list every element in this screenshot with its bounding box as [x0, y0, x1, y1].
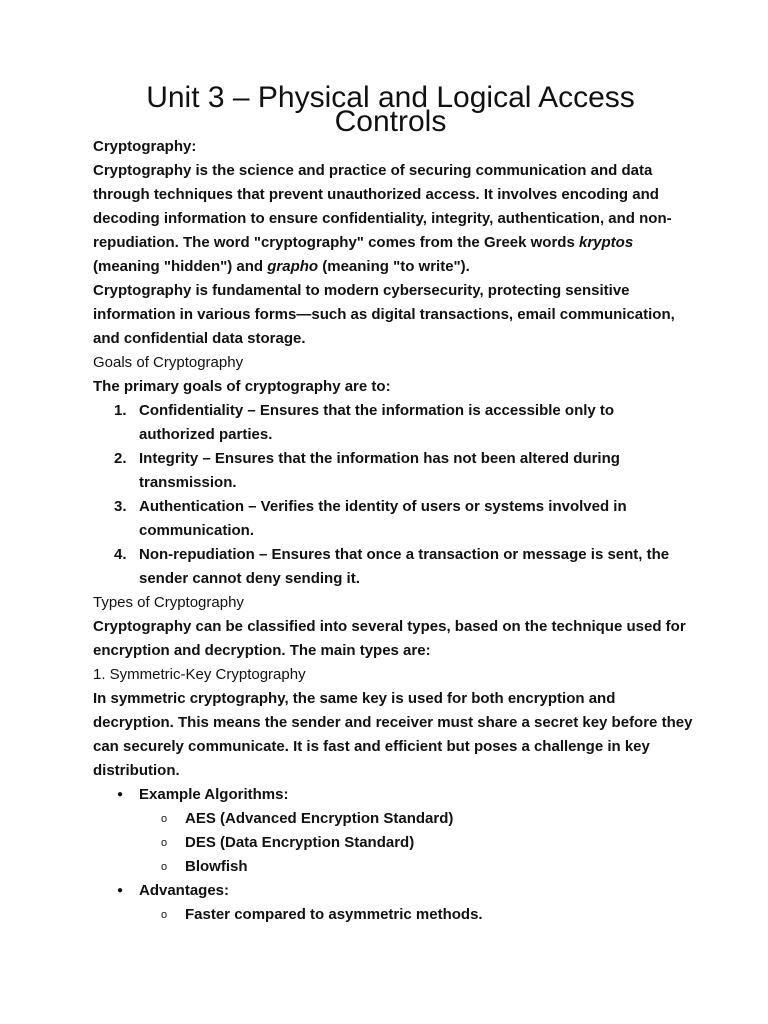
intro-text-c: (meaning "to write"). [318, 258, 470, 275]
goal-text: Authentication – Verifies the identity of users or systems involved in communication. [139, 498, 627, 539]
advantage-text: Faster compared to asymmetric methods. [185, 906, 483, 923]
intro-text-a: Cryptography is the science and practice of securing communication and data through techniques that prevent unauthorized access. It involves encoding and decoding information to ensure confidentiality, integrity, authentication, and non-repudiation. The word "cryptography" comes from the Greek words [93, 162, 672, 251]
term-grapho: grapho [267, 258, 319, 275]
algorithms-label: Example Algorithms: [139, 786, 289, 803]
list-item-algorithms [93, 783, 693, 879]
goal-number: 2. [114, 450, 127, 467]
goal-text: Confidentiality – Ensures that the information is accessible only to authorized parties. [139, 402, 615, 443]
section-heading-goals: Goals of Cryptography [93, 354, 244, 371]
bullet-dot-icon: ● [117, 885, 124, 896]
intro-paragraph-2: Cryptography is fundamental to modern cybersecurity, protecting sensitive information in various forms—such as digital transactions, email communication, and confidential data storage. [93, 282, 675, 347]
advantages-label: Advantages: [139, 882, 230, 899]
goal-item [93, 543, 693, 591]
goal-number: 1. [114, 402, 127, 419]
goal-number: 3. [114, 498, 127, 515]
goal-item [93, 447, 693, 495]
section-heading-types: Types of Cryptography [93, 594, 244, 611]
goals-list [93, 399, 693, 591]
bullet-dot-icon: ● [117, 789, 124, 800]
term-kryptos: kryptos [578, 234, 634, 251]
subsection-heading-symmetric: 1. Symmetric-Key Cryptography [93, 666, 306, 683]
advantage-item [139, 903, 693, 927]
algorithm-item [139, 855, 693, 879]
goal-item [93, 399, 693, 447]
goal-item [93, 495, 693, 543]
algorithm-text: DES (Data Encryption Standard) [185, 834, 415, 851]
algorithms-list [139, 807, 693, 879]
bullet-circle-icon: o [161, 837, 168, 849]
bullet-circle-icon: o [161, 861, 168, 873]
intro-text-b: (meaning "hidden") and [93, 258, 268, 275]
symmetric-description: In symmetric cryptography, the same key is used for both encryption and decryption. This means the sender and receiver must share a secret key before they can securely communicate. It is fast and efficient but poses a challenge in key distribution. [93, 690, 693, 779]
goal-text: Non-repudiation – Ensures that once a transaction or message is sent, the sender cannot deny sending it. [139, 546, 670, 587]
algorithm-item [139, 807, 693, 831]
algorithm-text: Blowfish [185, 858, 248, 875]
page-title: Unit 3 – Physical and Logical Access Controls [146, 81, 635, 138]
bullet-circle-icon: o [161, 813, 168, 825]
goal-text: Integrity – Ensures that the information has not been altered during transmission. [139, 450, 620, 491]
goal-number: 4. [114, 546, 127, 563]
algorithm-item [139, 831, 693, 855]
list-item-advantages [93, 879, 693, 927]
symmetric-details-list [93, 783, 693, 927]
bullet-circle-icon: o [161, 909, 168, 921]
document-body [93, 81, 693, 927]
types-lead: Cryptography can be classified into several types, based on the technique used for encryption and decryption. The main types are: [93, 618, 686, 659]
section-heading-cryptography: Cryptography: [93, 138, 197, 155]
goals-lead: The primary goals of cryptography are to: [93, 378, 391, 395]
advantages-list [139, 903, 693, 927]
intro-paragraph-1 [93, 159, 693, 279]
algorithm-text: AES (Advanced Encryption Standard) [185, 810, 454, 827]
